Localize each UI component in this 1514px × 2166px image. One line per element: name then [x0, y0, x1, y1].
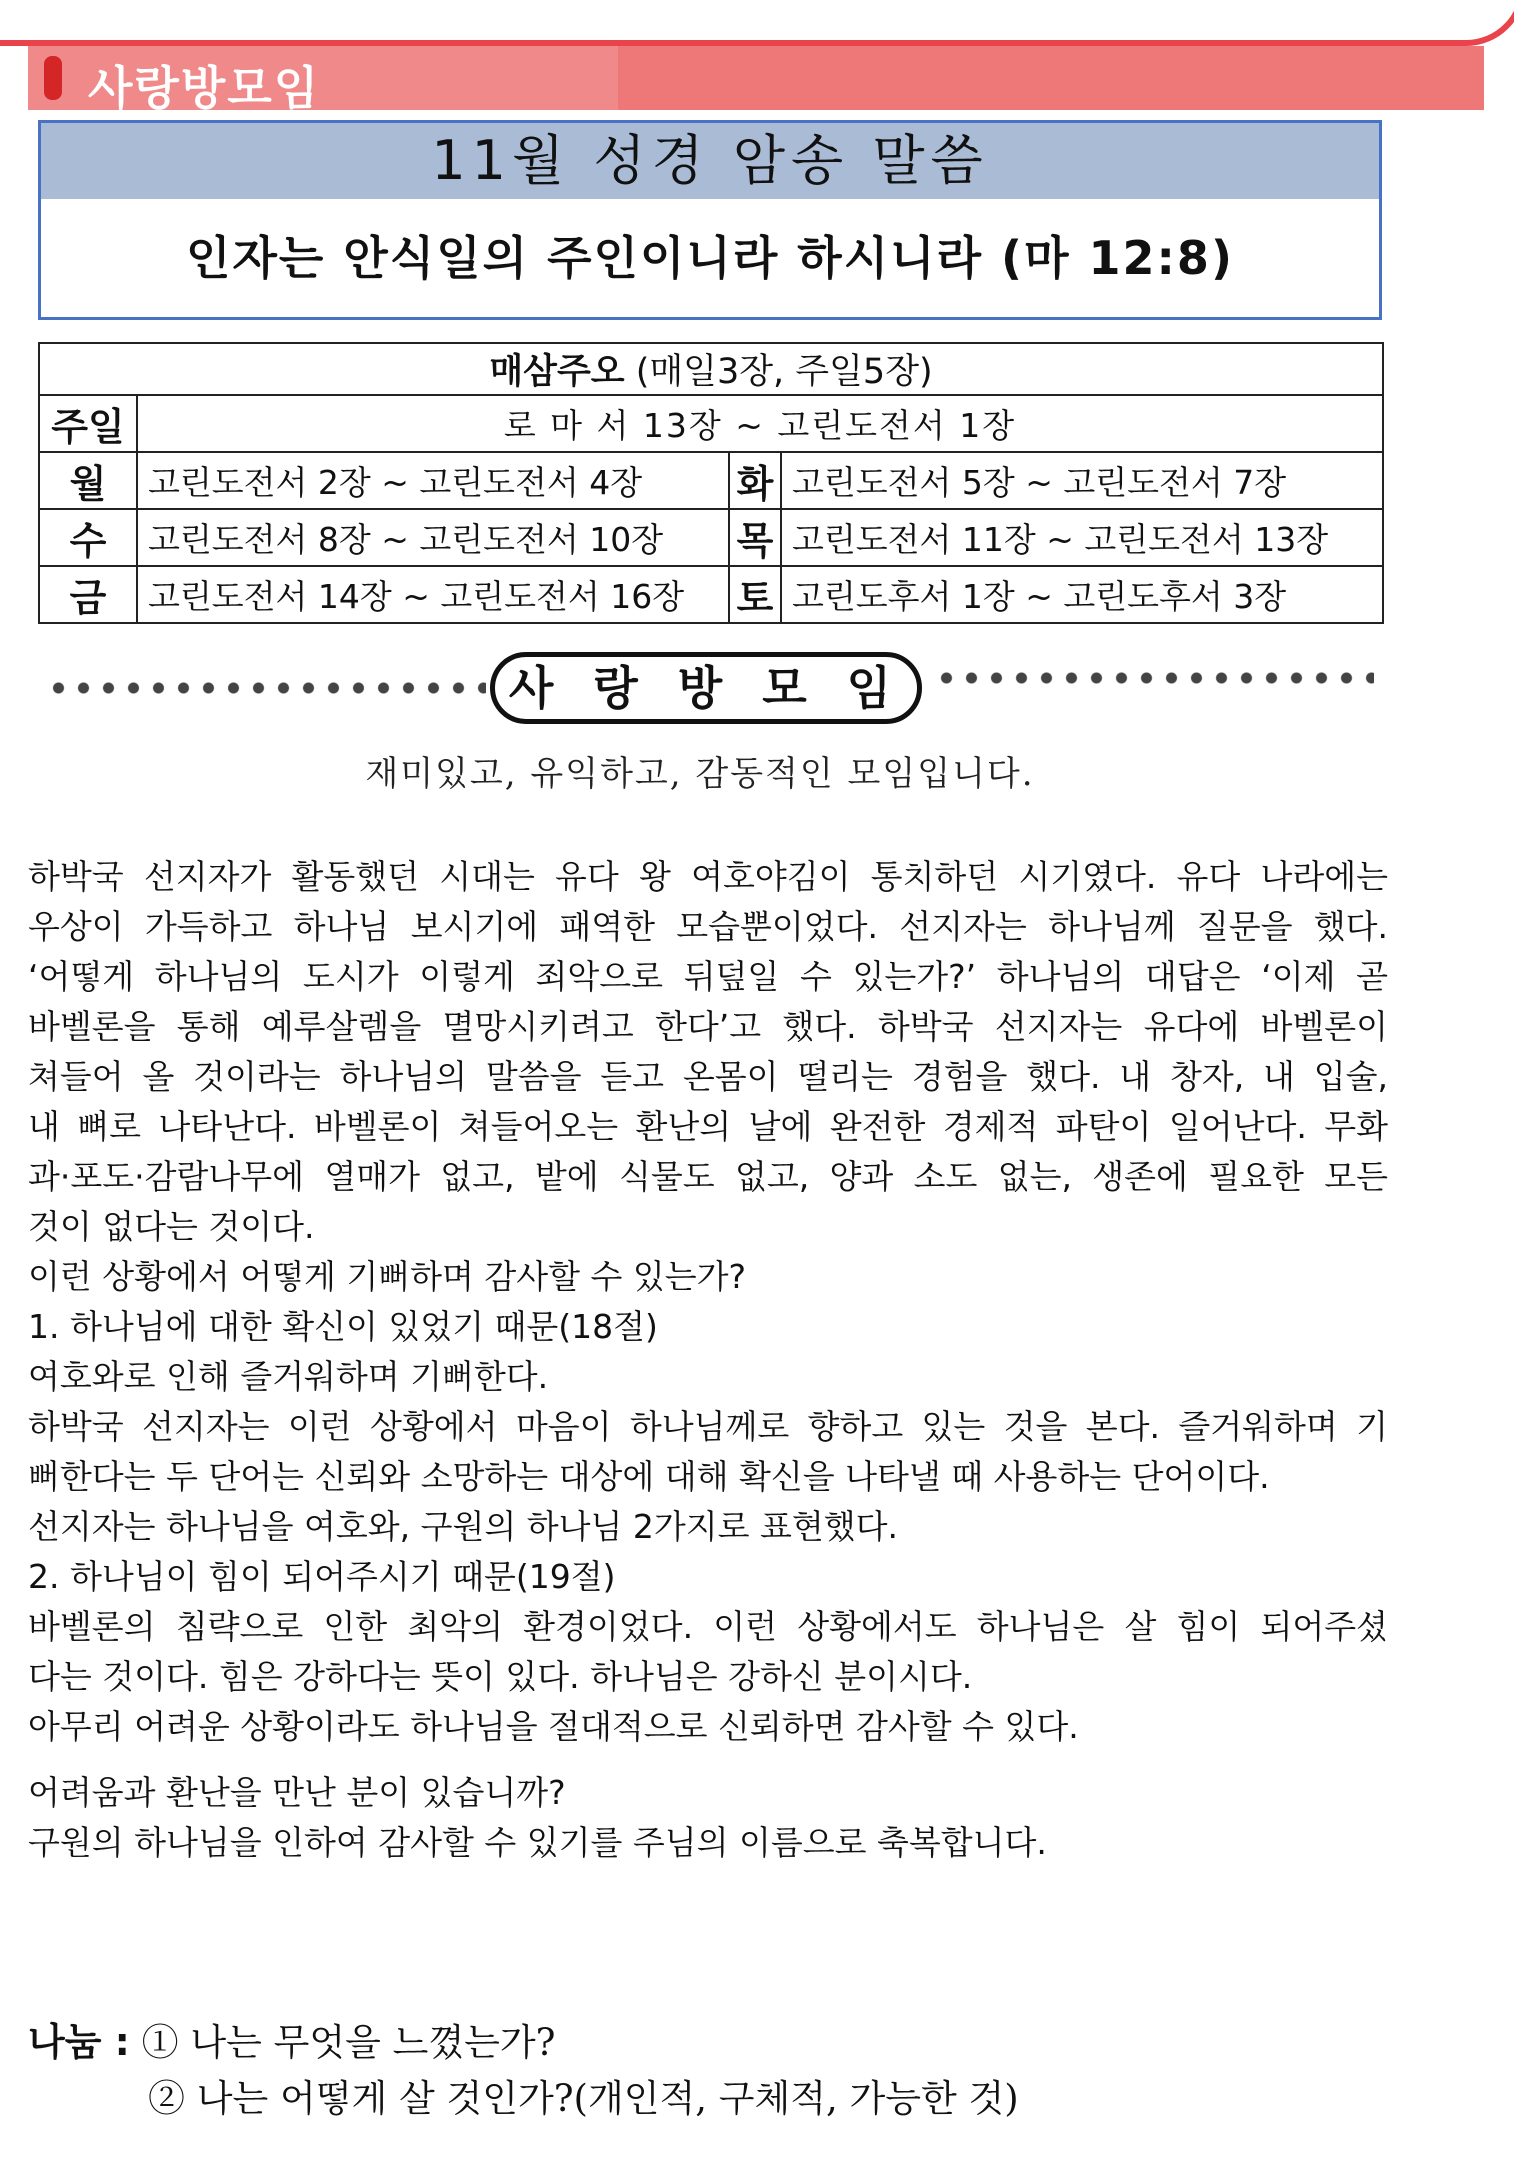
table-row [39, 452, 1383, 509]
sermon-body [28, 852, 1388, 1868]
body-line: 것이 없다는 것이다. [28, 1207, 315, 1246]
body-line: 내 뼈로 나타난다. 바벨론이 쳐들어오는 환난의 날에 완전한 경제적 파탄이 일어난다. 무화 [28, 1107, 1388, 1146]
closing-line: 구원의 하나님을 인하여 감사할 수 있기를 주님의 이름으로 축복합니다. [28, 1823, 1047, 1862]
body-line: 쳐들어 올 것이라는 하나님의 말씀을 듣고 온몸이 떨리는 경험을 했다. 내 창자, 내 입술, [28, 1057, 1388, 1096]
header-band [28, 46, 1484, 115]
body-line: 이런 상황에서 어떻게 기뻐하며 감사할 수 있는가? [28, 1257, 747, 1296]
point-2-heading: 2. 하나님이 힘이 되어주시기 때문(19절) [28, 1557, 616, 1596]
range-cell: 고린도전서 5장 ~ 고린도전서 7장 [781, 452, 1383, 509]
body-line: 아무리 어려운 상황이라도 하나님을 절대적으로 신뢰하면 감사할 수 있다. [28, 1707, 1079, 1746]
top-decorative-arc [0, 0, 1514, 46]
sharing-question-1 [28, 2014, 1019, 2071]
table-row [39, 566, 1383, 623]
sharing-label: 나눔 : [28, 2020, 130, 2064]
sharing-q1-text: ① 나는 무엇을 느꼈는가? [141, 2021, 556, 2064]
closing-line: 어려움과 환난을 만난 분이 있습니까? [28, 1773, 566, 1812]
range-cell: 고린도전서 11장 ~ 고린도전서 13장 [781, 509, 1383, 566]
reading-plan-caption-rest: (매일3장, 주일5장) [624, 352, 933, 392]
memory-verse-heading: 11월 성경 암송 말씀 [41, 123, 1379, 199]
body-line: ‘어떻게 하나님의 도시가 이렇게 죄악으로 뒤덮일 수 있는가?’ 하나님의 대답은 ‘이제 곧 [28, 957, 1388, 996]
body-line: 하박국 선지자는 이런 상황에서 마음이 하나님께로 향하고 있는 것을 본다. 즐거워하며 기 [28, 1407, 1388, 1446]
range-cell: 고린도후서 1장 ~ 고린도후서 3장 [781, 566, 1383, 623]
day-cell: 토 [729, 566, 781, 623]
body-line: 바벨론의 침략으로 인한 최악의 환경이었다. 이런 상황에서도 하나님은 살 힘이 되어주셨 [28, 1607, 1388, 1646]
range-cell: 고린도전서 14장 ~ 고린도전서 16장 [137, 566, 729, 623]
section-subtitle: 재미있고, 유익하고, 감동적인 모임입니다. [365, 754, 1035, 794]
memory-verse-box [38, 120, 1382, 320]
reading-plan-caption-bold: 매삼주오 [489, 352, 625, 392]
sharing-question-2: ② 나는 어떻게 살 것인가?(개인적, 구체적, 가능한 것) [148, 2077, 1019, 2120]
day-cell: 금 [39, 566, 137, 623]
sharing-questions [28, 2014, 1019, 2127]
reading-plan-table [38, 342, 1384, 624]
body-line: 뻐한다는 두 단어는 신뢰와 소망하는 대상에 대해 확신을 나타낼 때 사용하는 단어이다. [28, 1457, 1270, 1496]
point-1-heading: 1. 하나님에 대한 확신이 있었기 때문(18절) [28, 1307, 658, 1346]
dotted-divider-left [46, 682, 486, 694]
table-row [39, 395, 1383, 452]
body-line: 여호와로 인해 즐거워하며 기뻐한다. [28, 1357, 549, 1396]
table-row [39, 509, 1383, 566]
reading-plan-caption [39, 343, 1383, 395]
dotted-divider-right [934, 672, 1374, 684]
day-cell: 월 [39, 452, 137, 509]
day-cell: 주일 [39, 395, 137, 452]
header-marker [44, 56, 62, 100]
body-line: 다는 것이다. 힘은 강하다는 뜻이 있다. 하나님은 강하신 분이시다. [28, 1657, 973, 1696]
range-cell: 로 마 서 13장 ~ 고린도전서 1장 [137, 395, 1383, 452]
body-line: 과·포도·감람나무에 열매가 없고, 밭에 식물도 없고, 양과 소도 없는, 생존에 필요한 모든 [28, 1157, 1388, 1196]
day-cell: 화 [729, 452, 781, 509]
day-cell: 수 [39, 509, 137, 566]
range-cell: 고린도전서 8장 ~ 고린도전서 10장 [137, 509, 729, 566]
body-line: 바벨론을 통해 예루살렘을 멸망시키려고 한다’고 했다. 하박국 선지자는 유다에 바벨론이 [28, 1007, 1388, 1046]
day-cell: 목 [729, 509, 781, 566]
body-line: 선지자는 하나님을 여호와, 구원의 하나님 2가지로 표현했다. [28, 1507, 898, 1546]
body-line: 우상이 가득하고 하나님 보시기에 패역한 모습뿐이었다. 선지자는 하나님께 질문을 했다. [28, 907, 1388, 946]
body-line: 하박국 선지자가 활동했던 시대는 유다 왕 여호야김이 통치하던 시기였다. 유다 나라에는 [28, 857, 1388, 896]
memory-verse-text: 인자는 안식일의 주인이니라 하시니라 (마 12:8) [186, 231, 1234, 285]
header-title: 사랑방모임 [88, 61, 321, 115]
range-cell: 고린도전서 2장 ~ 고린도전서 4장 [137, 452, 729, 509]
section-title-pill: 사 랑 방 모 임 [490, 652, 922, 724]
